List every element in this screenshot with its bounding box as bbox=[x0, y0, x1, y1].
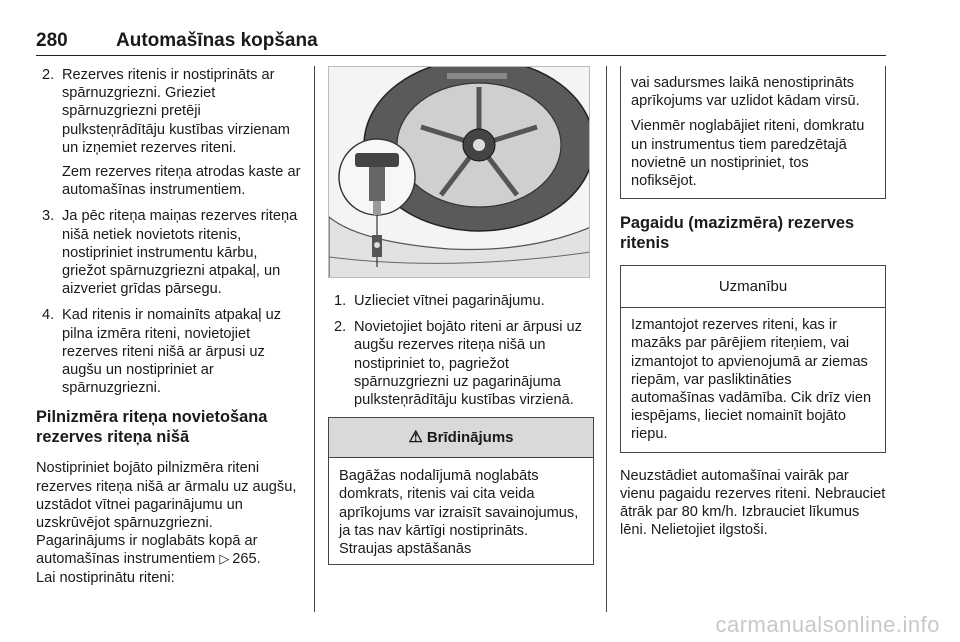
body-paragraph bbox=[36, 459, 304, 568]
section-heading: Pagaidu (mazizmēra) rezerves ritenis bbox=[620, 214, 855, 253]
list-text: Ja pēc riteņa maiņas rezerves riteņa nišā netiek novietots ritenis, nostipriniet instrumentu kārbu, griežot spārnuzgriezni atpakaļ, un aizveriet grīdas pārsegu. bbox=[62, 208, 298, 298]
page-number: 280 bbox=[36, 30, 68, 51]
list-item bbox=[328, 318, 594, 409]
section-heading: Pilnizmēra riteņa novietošana rezerves riteņa nišā bbox=[36, 408, 268, 447]
watermark: carmanualsonline.info bbox=[715, 612, 940, 637]
list-item bbox=[36, 207, 304, 298]
column-middle bbox=[328, 66, 594, 565]
body-paragraph: Lai nostiprinātu riteni: bbox=[36, 569, 175, 586]
list-number: 3. bbox=[42, 208, 55, 225]
warning-box-continued bbox=[620, 66, 886, 199]
spare-wheel-drawing bbox=[329, 67, 590, 278]
body-paragraph: Neuzstādiet automašīnai vairāk par vienu pagaidu rezerves riteni. Nebrauciet ātrāk par 80 km/h. Izbrauciet līkumus lēni. Nelietojiet ilgstoši. bbox=[620, 467, 886, 539]
list-text: Rezerves ritenis ir nostiprināts ar spārnuzgriezni. Grieziet spārnuzgriezni pretēji pulksteņrādītāju kustības virzienam un izņemiet rezerves riteni. bbox=[62, 67, 290, 156]
column-right bbox=[620, 66, 886, 539]
body-text: Nostipriniet bojāto pilnizmēra riteni rezerves riteņa nišā ar ārmalu uz augšu, uzstādot vītnei pagarinājumu un uzskrūvējot spārnuzgriezni. Pagarinājums ir noglabāts kopā ar automašīnas instrumentiem bbox=[36, 460, 297, 568]
caution-title: Uzmanību bbox=[621, 266, 885, 308]
list-item bbox=[328, 292, 594, 310]
caution-box bbox=[620, 265, 886, 452]
warning-triangle-icon: ⚠ bbox=[408, 428, 423, 446]
page-header bbox=[36, 30, 886, 56]
warning-title bbox=[329, 418, 593, 458]
chapter-title: Automašīnas kopšana bbox=[116, 30, 318, 51]
arrow-reference-icon[interactable]: ▷ bbox=[219, 551, 230, 567]
warning-text: Vienmēr noglabājiet riteni, domkratu un instrumentus tiem paredzētajā novietnē un nostipriniet, tos nofiksējot. bbox=[631, 118, 865, 190]
list-text: Kad ritenis ir nomainīts atpakaļ uz pilna izmēra riteni, novietojiet rezerves riteni nišā ar ārpusi uz augšu un nostipriniet ar spārnuzgriezni. bbox=[62, 307, 282, 397]
list-number: 4. bbox=[42, 307, 55, 324]
column-divider-right bbox=[606, 66, 607, 612]
warning-body: Bagāžas nodalījumā noglabāts domkrats, ritenis vai cita veida aprīkojums var izraisīt savainojumus, ja tas nav kārtīgi nostiprināts. Straujas apstāšanās bbox=[339, 468, 579, 558]
list-number: 2. bbox=[42, 67, 55, 83]
column-divider-left bbox=[314, 66, 315, 612]
list-number: 2. bbox=[334, 319, 347, 336]
list-text: Zem rezerves riteņa atrodas kaste ar automašīnas instrumentiem. bbox=[62, 164, 301, 199]
column-left bbox=[36, 66, 304, 587]
spare-wheel-illustration bbox=[328, 66, 590, 278]
list-number: 1. bbox=[334, 293, 347, 309]
warning-title-text: Brīdinājums bbox=[426, 428, 514, 446]
body-text: . bbox=[256, 551, 261, 568]
page-reference-link[interactable]: 265 bbox=[232, 551, 257, 568]
list-item bbox=[36, 66, 304, 199]
list-text: Novietojiet bojāto riteni ar ārpusi uz augšu rezerves riteņa nišā un nostipriniet to, pagriežot spārnuzgriezni uz pagarinājuma pulksteņrādītāju kustības virzienā. bbox=[354, 319, 582, 409]
list-item bbox=[36, 306, 304, 397]
warning-text: vai sadursmes laikā nenostiprināts aprīkojums var uzlidot kādam virsū. bbox=[631, 75, 860, 110]
caution-body: Izmantojot rezerves riteni, kas ir mazāks par pārējiem riteņiem, vai izmantojot to apvienojumā ar ziemas riepām, var pasliktināties automašīnas vadāmība. Cik drīz vien iespējams, lieciet nomainīt bojāto riepu. bbox=[631, 317, 872, 443]
warning-box bbox=[328, 417, 594, 565]
list-text: Uzlieciet vītnei pagarinājumu. bbox=[354, 293, 545, 309]
